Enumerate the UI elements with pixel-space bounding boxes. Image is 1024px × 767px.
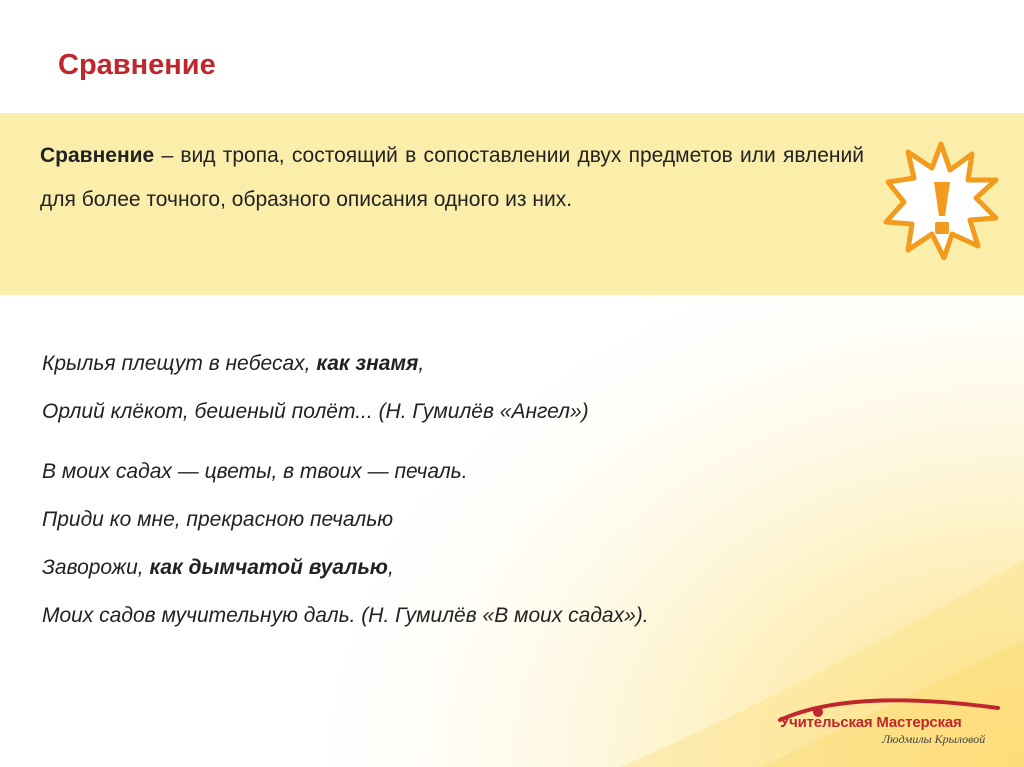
verse-line: Моих садов мучительную даль. (Н. Гумилёв «В моих садах»). [42,604,649,627]
definition-text [40,134,864,222]
verse-line: Крылья плещут в небесах, как знамя, [42,352,425,375]
verse-line: Приди ко мне, прекрасною печалью [42,508,394,531]
slide-title: Сравнение [58,49,216,81]
verse-line: В моих садах — цветы, в твоих — печаль. [42,460,468,483]
definition-body: – вид тропа, состоящий в сопоставлении двух предметов или явлений для более точного, образного описания одного из них. [40,144,864,211]
publisher-logo [760,686,1010,750]
verse-line: Заворожи, как дымчатой вуалью, [42,556,394,579]
logo-subtitle: Людмилы Крыловой [882,732,986,746]
logo-title: Учительская Мастерская [780,714,962,731]
definition-term: Сравнение [40,144,155,167]
exclamation-burst-icon [882,140,1000,260]
verse-stanza-2 [42,448,862,640]
verse-line: Орлий клёкот, бешеный полёт... (Н. Гумилёв «Ангел») [42,400,589,423]
verse-stanza-1 [42,340,862,436]
